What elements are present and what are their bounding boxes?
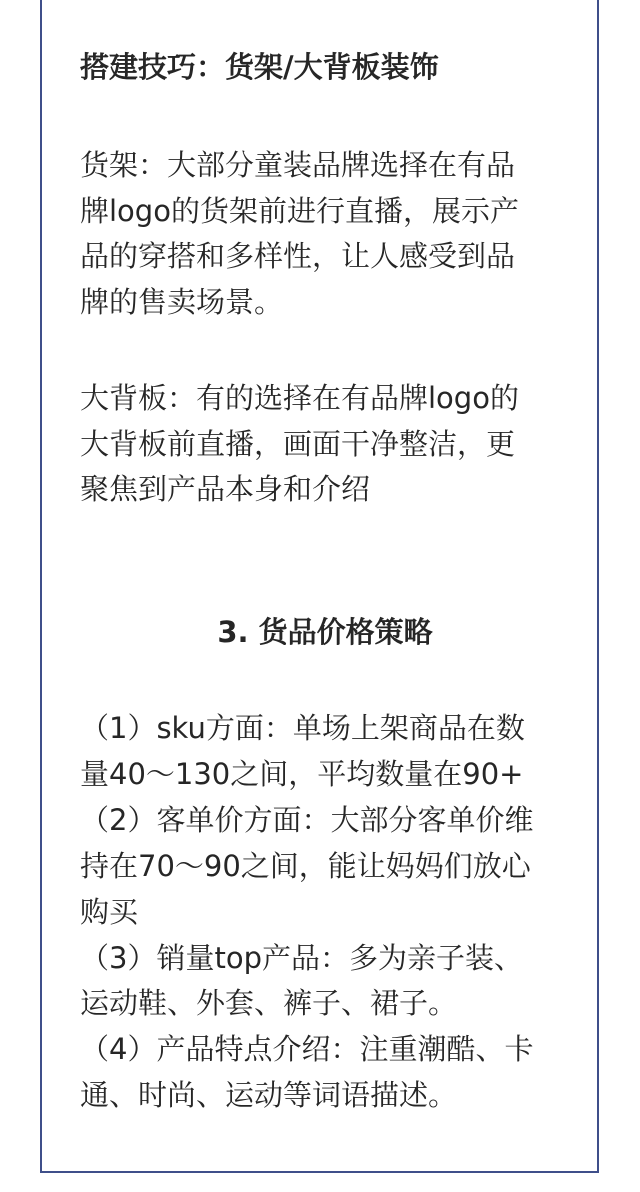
list-line: 购买 — [80, 894, 139, 929]
paragraph-line: 品的穿搭和多样性，让人感受到品 — [80, 239, 516, 274]
backdrop-paragraph — [80, 376, 570, 513]
paragraph-line: 牌logo的货架前进行直播，展示产 — [80, 193, 519, 228]
paragraph-line: 聚焦到产品本身和介绍 — [80, 472, 371, 507]
list-line: （4）产品特点介绍：注重潮酷、卡 — [80, 1032, 534, 1067]
list-line: 运动鞋、外套、裤子、裙子。 — [80, 986, 458, 1021]
list-line: （2）客单价方面：大部分客单价维 — [80, 802, 534, 837]
paragraph-line: 货架：大部分童装品牌选择在有品 — [80, 148, 516, 182]
paragraph-line: 牌的售卖场景。 — [80, 285, 284, 320]
list-line: （1）sku方面：单场上架商品在数 — [80, 711, 525, 745]
strategy-list — [80, 706, 570, 1119]
sub-heading: 搭建技巧：货架/大背板装饰 — [80, 50, 439, 84]
list-line: 持在70～90之间，能让妈妈们放心 — [80, 848, 531, 883]
section-title: 3. 货品价格策略 — [217, 615, 433, 649]
paragraph-line: 大背板前直播，画面干净整洁，更 — [80, 426, 516, 461]
list-line: （3）销量top产品：多为亲子装、 — [80, 940, 523, 975]
shelf-paragraph — [80, 143, 570, 326]
paragraph-line: 大背板：有的选择在有品牌logo的 — [80, 381, 519, 415]
list-line: 量40～130之间，平均数量在90+ — [80, 756, 524, 791]
list-line: 通、时尚、运动等词语描述。 — [80, 1078, 458, 1113]
